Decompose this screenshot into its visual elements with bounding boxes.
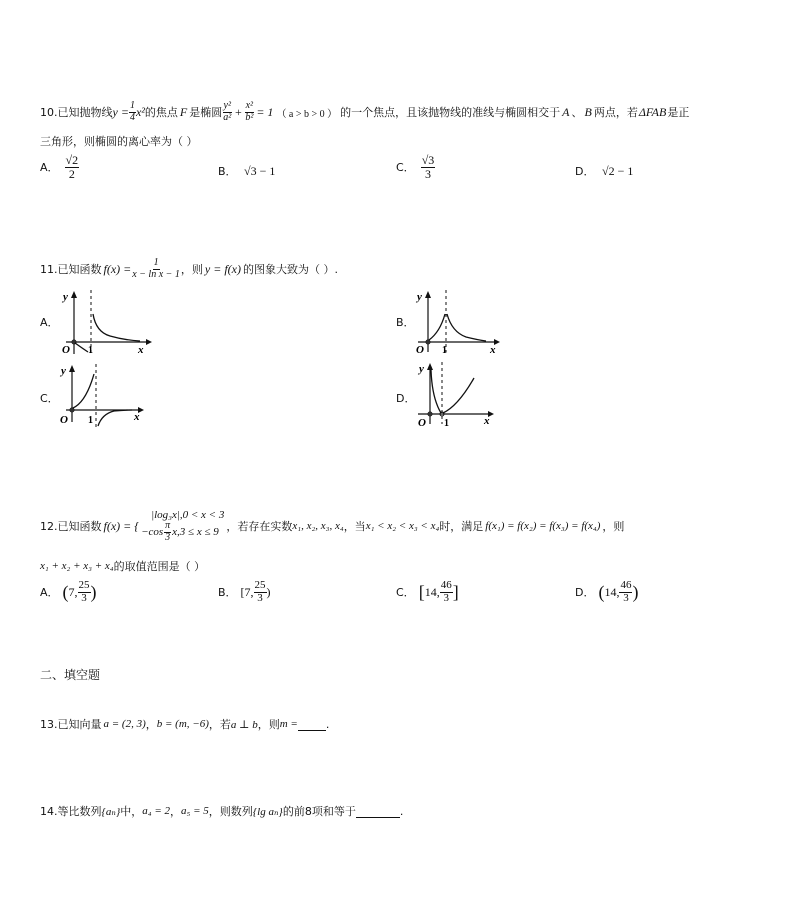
graph-option-c[interactable] — [58, 360, 158, 432]
curve — [75, 343, 88, 352]
graph-option-a[interactable] — [58, 286, 158, 358]
fraction: $\frac{\text{y²}}{\text{a²}}$ — [223, 100, 232, 123]
option-b[interactable]: B． — [396, 316, 415, 329]
option-d[interactable]: D． — [396, 392, 416, 405]
origin-label: O — [418, 417, 426, 429]
axis-label-y: y — [417, 291, 422, 303]
answer-blank[interactable] — [298, 718, 326, 731]
question-number: 13. — [40, 717, 58, 731]
fraction: $\frac{46}{3}$ — [440, 579, 452, 604]
option-a[interactable]: A． ( 7, $\frac{25}{3}$ ) — [40, 579, 97, 604]
fraction: $\frac{\text{x²}}{\text{b²}}$ — [245, 100, 254, 123]
origin-label: O — [416, 344, 424, 356]
tick-label: 1 — [442, 345, 447, 356]
question-11-line: 11. 已知函数 f(x) = $\frac{1}{\text{x − ln x − 1}}$ ，则 y = f(x) 的图象大致为（ ）. — [40, 257, 338, 280]
fraction: $\frac{\pi}{3}$ — [165, 520, 171, 543]
fraction: $\frac{25}{3}$ — [78, 579, 90, 604]
axis-label-x: x — [490, 344, 496, 356]
question-12-line-1: 12. 已知函数 f(x) = { |log₃x|,0 < x < 3 −cos $\frac{\pi}{3}$ x,3 ≤ x ≤ 9 ，若存在实数 x₁, x₂, x₃, x₄ ，当 x₁ < x₂ < x₃ < x₄ 时，满足 f(x₁) = f(x₂) = f(x₃) = f(x₄) ，则 — [40, 509, 625, 543]
fraction: $\frac{25}{3}$ — [254, 579, 266, 604]
option-b[interactable]: B． [7, $\frac{25}{3}$ ) — [218, 579, 271, 604]
question-12-line-2: x₁ + x₂ + x₃ + x₄ 的取值范围是（ ） — [40, 560, 206, 573]
x-axis-arrow — [146, 339, 152, 345]
axis-label-x: x — [484, 415, 490, 427]
question-10-line-2: 三角形，则椭圆的离心率为（ ） — [40, 135, 198, 148]
option-a[interactable]: A． $\frac{√2}{2}$ — [40, 153, 79, 181]
answer-blank[interactable] — [356, 805, 400, 818]
axis-label-y: y — [419, 363, 424, 375]
y-axis-arrow — [425, 291, 431, 298]
fraction: $\frac{46}{3}$ — [620, 579, 632, 604]
question-13-line: 13. 已知向量 a = (2, 3) ， b = (m, −6) ，若 a ⊥ b ，则 m = . — [40, 717, 330, 731]
curve — [431, 370, 441, 413]
option-a[interactable]: A． — [40, 316, 59, 329]
fraction: $\frac{√3}{3}$ — [421, 153, 435, 181]
question-number: 14. — [40, 804, 58, 818]
curve — [447, 314, 486, 341]
origin-label: O — [60, 414, 68, 426]
option-c[interactable]: C． — [40, 392, 59, 405]
y-axis-arrow — [427, 363, 433, 370]
question-number: 12. — [40, 519, 58, 533]
y-axis-arrow — [71, 291, 77, 298]
option-d[interactable]: D． ( 14, $\frac{46}{3}$ ) — [575, 579, 639, 604]
curve — [429, 314, 445, 340]
curve — [73, 374, 94, 408]
question-number: 10. — [40, 105, 58, 119]
axis-label-y: y — [61, 365, 66, 377]
question-14-line: 14. 等比数列 {aₙ} 中， a₄ = 2 ， a₅ = 5 ，则数列 {lg aₙ} 的前8项和等于 . — [40, 804, 404, 818]
curve — [93, 314, 140, 341]
fraction: $\frac{1}{\text{x − ln x − 1}}$ — [132, 257, 180, 280]
fraction: $\frac{1}{4}$ — [129, 100, 135, 123]
question-10-line-1: 10. 已知抛物线 y = $\frac{1}{4}$ x² 的焦点 F 是椭圆 $\frac{\text{y²}}{\text{a²}}$ + $\frac{\text{x²}}{\text{b²}}$ = 1 （ a > b > 0 ） 的一个焦点，且该抛物线的准线与椭圆相交于 A 、 B 两点，若 ΔFAB 是正 — [40, 100, 690, 123]
option-c[interactable]: C． [ 14, $\frac{46}{3}$ ] — [396, 579, 459, 604]
tick-label: 1 — [444, 418, 449, 429]
piecewise-cases: |log₃x|,0 < x < 3 −cos $\frac{\pi}{3}$ x,3 ≤ x ≤ 9 — [141, 509, 225, 543]
option-d[interactable]: D． √2 − 1 — [575, 164, 634, 178]
axis-label-y: y — [63, 291, 68, 303]
origin-label: O — [62, 344, 70, 356]
fraction: $\frac{√2}{2}$ — [65, 153, 79, 181]
axis-label-x: x — [138, 344, 144, 356]
y-axis-arrow — [69, 365, 75, 372]
axis-label-x: x — [134, 411, 140, 423]
curve — [98, 410, 132, 426]
graph-option-d[interactable] — [410, 358, 510, 432]
section-title: 二、填空题 — [40, 668, 101, 682]
curve — [443, 378, 474, 413]
tick-label: 1 — [88, 345, 93, 356]
graph-option-b[interactable] — [410, 286, 510, 358]
question-number: 11. — [40, 262, 58, 276]
option-b[interactable]: B． √3 − 1 — [218, 164, 276, 178]
option-c[interactable]: C． $\frac{√3}{3}$ — [396, 153, 435, 181]
tick-label: 1 — [88, 415, 93, 426]
